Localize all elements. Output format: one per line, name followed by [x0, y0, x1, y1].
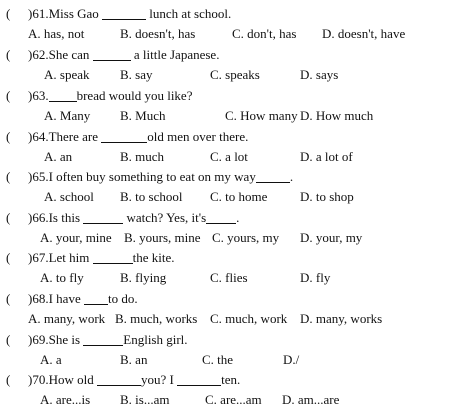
answer-blank: [93, 251, 133, 264]
question-stem: [6, 249, 175, 267]
option-b: B. much: [120, 149, 165, 164]
option-c: C. How many: [225, 108, 298, 123]
stem-text: old men over there.: [147, 129, 249, 144]
option-c: C. to home: [210, 189, 268, 204]
answer-options: [0, 229, 473, 247]
question-number: )65.: [28, 169, 49, 184]
question-65: [0, 168, 473, 209]
option-b: B. an: [120, 352, 148, 367]
answer-bracket: (: [6, 372, 11, 387]
answer-bracket: (: [6, 88, 11, 103]
question-number: )63.: [28, 88, 49, 103]
question-stem: [6, 46, 219, 64]
option-b: B. flying: [120, 270, 167, 285]
stem-text: She is: [48, 332, 84, 347]
question-number: )66.: [28, 210, 49, 225]
question-stem: [6, 87, 192, 105]
question-stem: [6, 371, 240, 389]
option-d: D./: [283, 352, 300, 367]
answer-bracket: (: [6, 332, 11, 347]
question-number: )68.: [28, 291, 49, 306]
option-d: D. says: [300, 67, 339, 82]
option-b: B. doesn't, has: [120, 26, 196, 41]
answer-options: [0, 107, 473, 125]
question-number: )69.: [28, 332, 49, 347]
option-d: D. to shop: [300, 189, 354, 204]
answer-options: [0, 25, 473, 43]
stem-text: lunch at school.: [146, 6, 232, 21]
stem-text: a little Japanese.: [130, 47, 220, 62]
option-d: D. How much: [300, 108, 374, 123]
stem-text: watch? Yes, it's: [123, 210, 207, 225]
answer-blank: [256, 170, 290, 183]
answer-bracket: (: [6, 6, 11, 21]
answer-bracket: (: [6, 47, 11, 62]
question-number: )70.: [28, 372, 49, 387]
answer-blank: [102, 7, 146, 20]
option-b: B. yours, mine: [124, 230, 201, 245]
question-number: )61.: [28, 6, 49, 21]
option-c: C. yours, my: [212, 230, 280, 245]
question-63: [0, 87, 473, 128]
answer-options: [0, 66, 473, 84]
answer-blank: [97, 373, 141, 386]
option-b: B. is...am: [120, 392, 170, 407]
stem-text: I have: [48, 291, 84, 306]
stem-text: .: [236, 210, 240, 225]
stem-text: Let him: [48, 250, 93, 265]
option-a: A. many, work: [28, 311, 106, 326]
stem-text: Miss Gao: [48, 6, 103, 21]
answer-bracket: (: [6, 129, 11, 144]
option-d: D. fly: [300, 270, 331, 285]
option-b: B. much, works: [115, 311, 198, 326]
answer-options: [0, 148, 473, 166]
option-c: C. don't, has: [232, 26, 297, 41]
stem-text: How old: [48, 372, 97, 387]
option-b: B. Much: [120, 108, 166, 123]
question-62: [0, 46, 473, 87]
answer-blank: [83, 333, 123, 346]
question-stem: [6, 290, 138, 308]
stem-text: Is this: [48, 210, 84, 225]
answer-options: [0, 269, 473, 287]
question-64: [0, 128, 473, 169]
answer-bracket: (: [6, 250, 11, 265]
question-number: )62.: [28, 47, 49, 62]
answer-blank: [49, 89, 77, 102]
option-a: A. has, not: [28, 26, 85, 41]
option-c: C. are...am: [205, 392, 262, 407]
question-stem: [6, 331, 188, 349]
option-c: C. the: [202, 352, 234, 367]
question-number: )64.: [28, 129, 49, 144]
answer-options: [0, 351, 473, 369]
stem-text: ten.: [221, 372, 241, 387]
answer-options: [0, 310, 473, 328]
option-a: A. school: [44, 189, 94, 204]
answer-blank: [93, 48, 131, 61]
answer-blank: [84, 292, 108, 305]
option-a: A. to fly: [40, 270, 84, 285]
option-d: D. doesn't, have: [322, 26, 406, 41]
option-b: B. say: [120, 67, 153, 82]
answer-options: [0, 188, 473, 206]
answer-bracket: (: [6, 210, 11, 225]
stem-text: you? I: [140, 372, 178, 387]
option-a: A. Many: [44, 108, 91, 123]
stem-text: There are: [48, 129, 102, 144]
option-c: C. flies: [210, 270, 248, 285]
stem-text: to do.: [107, 291, 138, 306]
option-b: B. to school: [120, 189, 183, 204]
stem-text: .: [289, 169, 294, 184]
option-c: C. a lot: [210, 149, 248, 164]
option-c: C. much, work: [210, 311, 288, 326]
answer-bracket: (: [6, 169, 11, 184]
question-61: [0, 5, 473, 46]
question-stem: [6, 128, 248, 146]
answer-bracket: (: [6, 291, 11, 306]
option-c: C. speaks: [210, 67, 260, 82]
answer-blank: [177, 373, 221, 386]
option-a: A. a: [40, 352, 62, 367]
question-66: [0, 209, 473, 250]
answer-blank: [101, 130, 147, 143]
question-stem: [6, 5, 231, 23]
stem-text: English girl.: [123, 332, 188, 347]
option-a: A. speak: [44, 67, 90, 82]
option-d: D. a lot of: [300, 149, 353, 164]
question-number: )67.: [28, 250, 49, 265]
stem-text: I often buy something to eat on my way: [48, 169, 256, 184]
stem-text: She can: [48, 47, 93, 62]
answer-blank: [83, 211, 123, 224]
answer-blank: [206, 211, 236, 224]
option-d: D. am...are: [282, 392, 340, 407]
option-d: D. many, works: [300, 311, 383, 326]
stem-text: the kite.: [132, 250, 175, 265]
stem-text: bread would you like?: [76, 88, 193, 103]
question-stem: [6, 168, 293, 186]
option-a: A. an: [44, 149, 73, 164]
option-a: A. your, mine: [40, 230, 112, 245]
question-70: [0, 371, 473, 412]
question-68: [0, 290, 473, 331]
option-d: D. your, my: [300, 230, 363, 245]
question-67: [0, 249, 473, 290]
question-stem: [6, 209, 239, 227]
answer-options: [0, 391, 473, 409]
question-69: [0, 331, 473, 372]
option-a: A. are...is: [40, 392, 91, 407]
